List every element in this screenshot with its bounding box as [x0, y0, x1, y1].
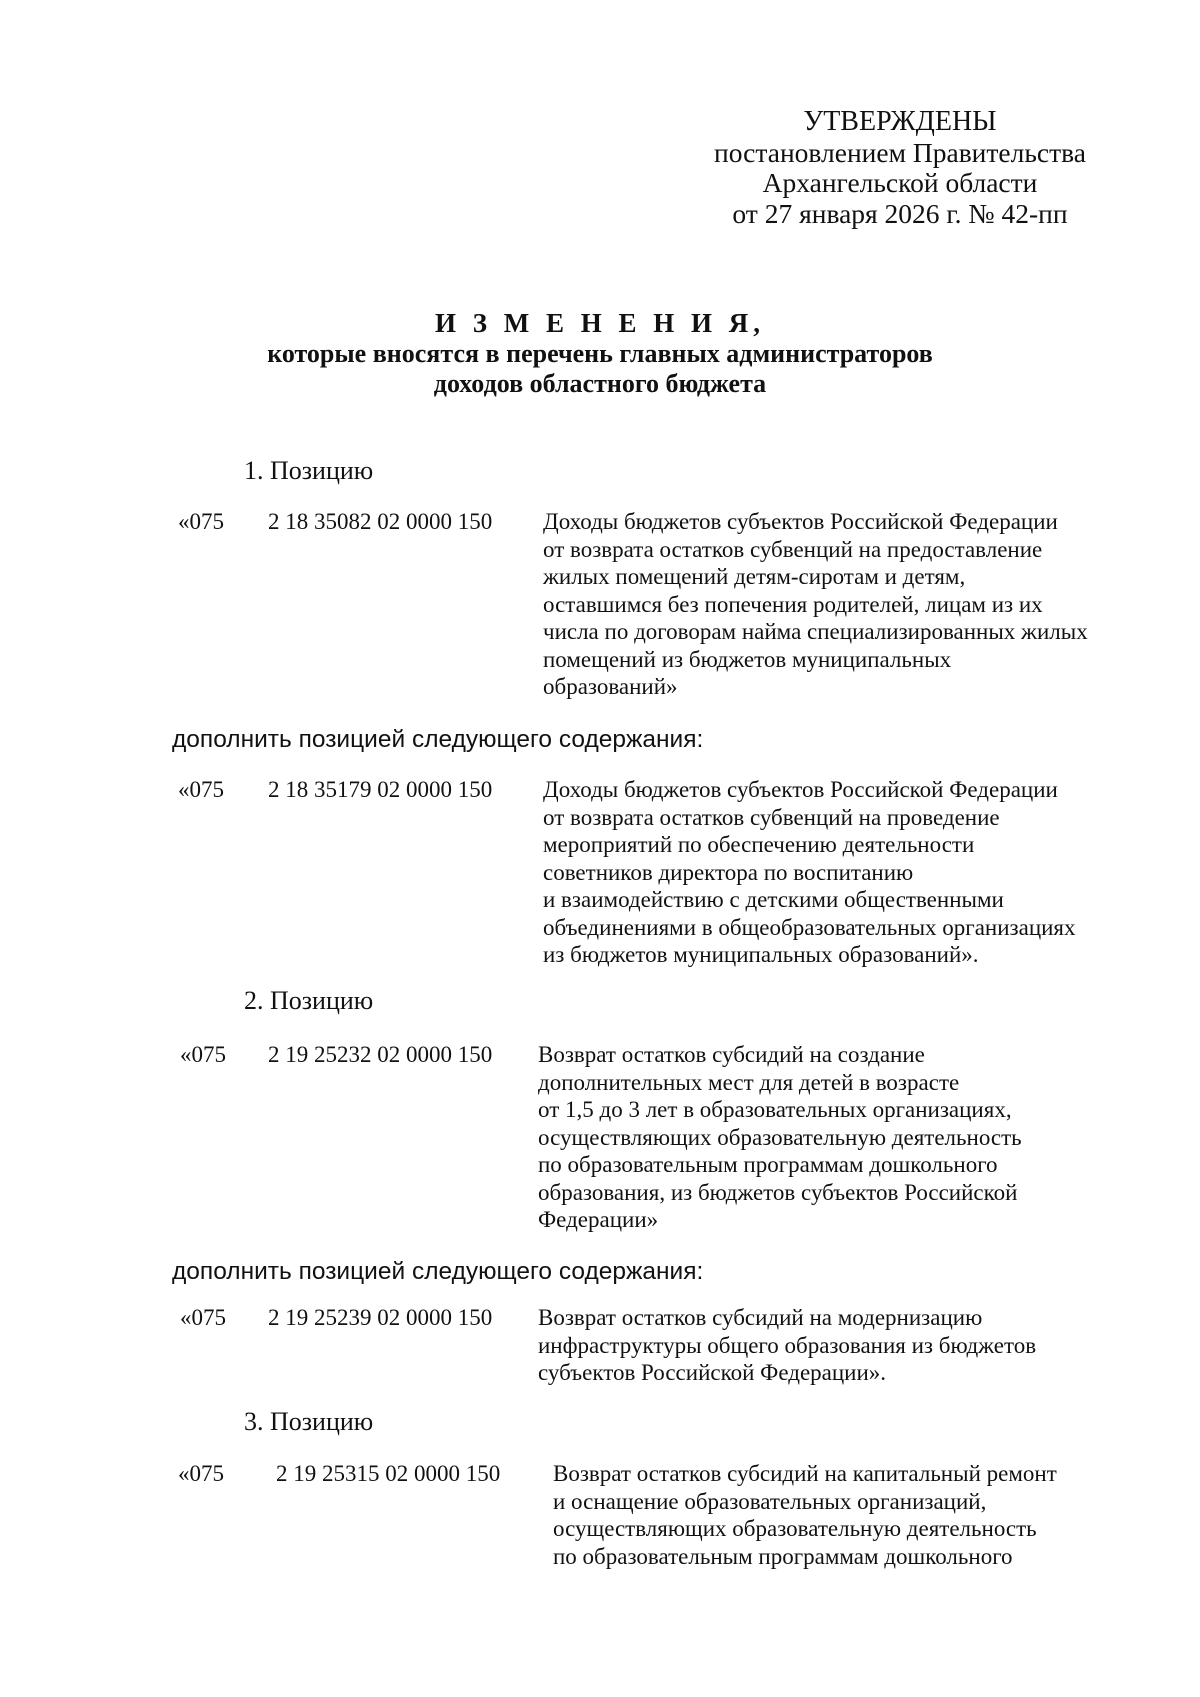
description-line: числа по договорам найма специализированных жилых — [543, 619, 1088, 644]
supplement-note: дополнить позицией следующего содержания: — [172, 1258, 704, 1285]
description-line: Возврат остатков субсидий на капитальный ремонт — [553, 1461, 1057, 1486]
supplement-note: дополнить позицией следующего содержания: — [172, 726, 704, 753]
description-line: оставшимся без попечения родителей, лицам из их — [543, 591, 1043, 617]
description-line: объединениями в общеобразовательных организациях — [543, 914, 1076, 940]
title-subline: которые вносятся в перечень главных администраторов — [267, 338, 933, 368]
description-line: инфраструктуры общего образования из бюджетов — [538, 1332, 1037, 1358]
approval-line: Архангельской области — [762, 167, 1038, 198]
description-line: мероприятий по обеспечению деятельности — [543, 832, 975, 857]
revenue-code: 2 18 35082 02 0000 150 — [268, 509, 493, 534]
revenue-code: 2 18 35179 02 0000 150 — [268, 777, 493, 802]
description-line: жилых помещений детям-сиротам и детям, — [543, 564, 966, 589]
description-line: и оснащение образовательных организаций, — [553, 1488, 987, 1514]
revenue-description — [543, 508, 1088, 701]
item-heading: 3. Позицию — [244, 1407, 374, 1436]
admin-code: «075 — [180, 1305, 226, 1330]
approval-block — [700, 107, 1100, 229]
description-line: Доходы бюджетов субъектов Российской Федерации — [543, 777, 1058, 802]
description-line: помещений из бюджетов муниципальных — [543, 646, 952, 672]
admin-code: «075 — [178, 1461, 224, 1486]
description-line: Возврат остатков субсидий на модернизацию — [538, 1305, 983, 1330]
description-line: осуществляющих образовательную деятельность — [553, 1516, 1037, 1541]
revenue-code: 2 19 25315 02 0000 150 — [276, 1461, 501, 1486]
description-line: и взаимодействию с детскими общественными — [543, 887, 1004, 912]
description-line: Доходы бюджетов субъектов Российской Федерации — [543, 509, 1058, 534]
description-line: от 1,5 до 3 лет в образовательных организациях, — [538, 1097, 1012, 1122]
revenue-code: 2 19 25232 02 0000 150 — [268, 1042, 493, 1067]
description-line: советников директора по воспитанию — [543, 859, 914, 885]
admin-code: «075 — [178, 777, 224, 802]
description-line: по образовательным программам дошкольного — [538, 1152, 998, 1177]
description-line: субъектов Российской Федерации». — [538, 1360, 887, 1385]
title-main: И З М Е Н Е Н И Я, — [434, 308, 765, 338]
approval-line: постановлением Правительства — [714, 136, 1086, 168]
item-heading: 2. Позицию — [244, 986, 374, 1015]
description-line: образования, из бюджетов субъектов Российской — [538, 1179, 1018, 1205]
revenue-description — [553, 1460, 1057, 1570]
document-title — [100, 308, 1100, 400]
description-line: Федерации» — [538, 1207, 659, 1232]
revenue-description — [543, 776, 1076, 969]
revenue-description — [538, 1041, 1022, 1234]
admin-code: «075 — [180, 1042, 226, 1067]
description-line: от возврата остатков субвенций на проведение — [543, 804, 1000, 830]
description-line: по образовательным программам дошкольного — [553, 1543, 1013, 1569]
description-line: от возврата остатков субвенций на предоставление — [543, 536, 1043, 562]
revenue-description — [538, 1304, 1036, 1387]
description-line: образований» — [543, 674, 678, 699]
title-subline: доходов областного бюджета — [433, 369, 767, 398]
description-line: дополнительных мест для детей в возрасте — [538, 1069, 960, 1095]
admin-code: «075 — [178, 509, 224, 534]
item-heading: 1. Позицию — [244, 456, 374, 485]
revenue-code: 2 19 25239 02 0000 150 — [268, 1305, 493, 1330]
description-line: из бюджетов муниципальных образований». — [543, 942, 979, 967]
description-line: осуществляющих образовательную деятельность — [538, 1124, 1022, 1150]
approval-title: УТВЕРЖДЕНЫ — [803, 106, 997, 137]
description-line: Возврат остатков субсидий на создание — [538, 1042, 925, 1067]
approval-date: от 27 января 2026 г. № 42-пп — [732, 197, 1068, 229]
